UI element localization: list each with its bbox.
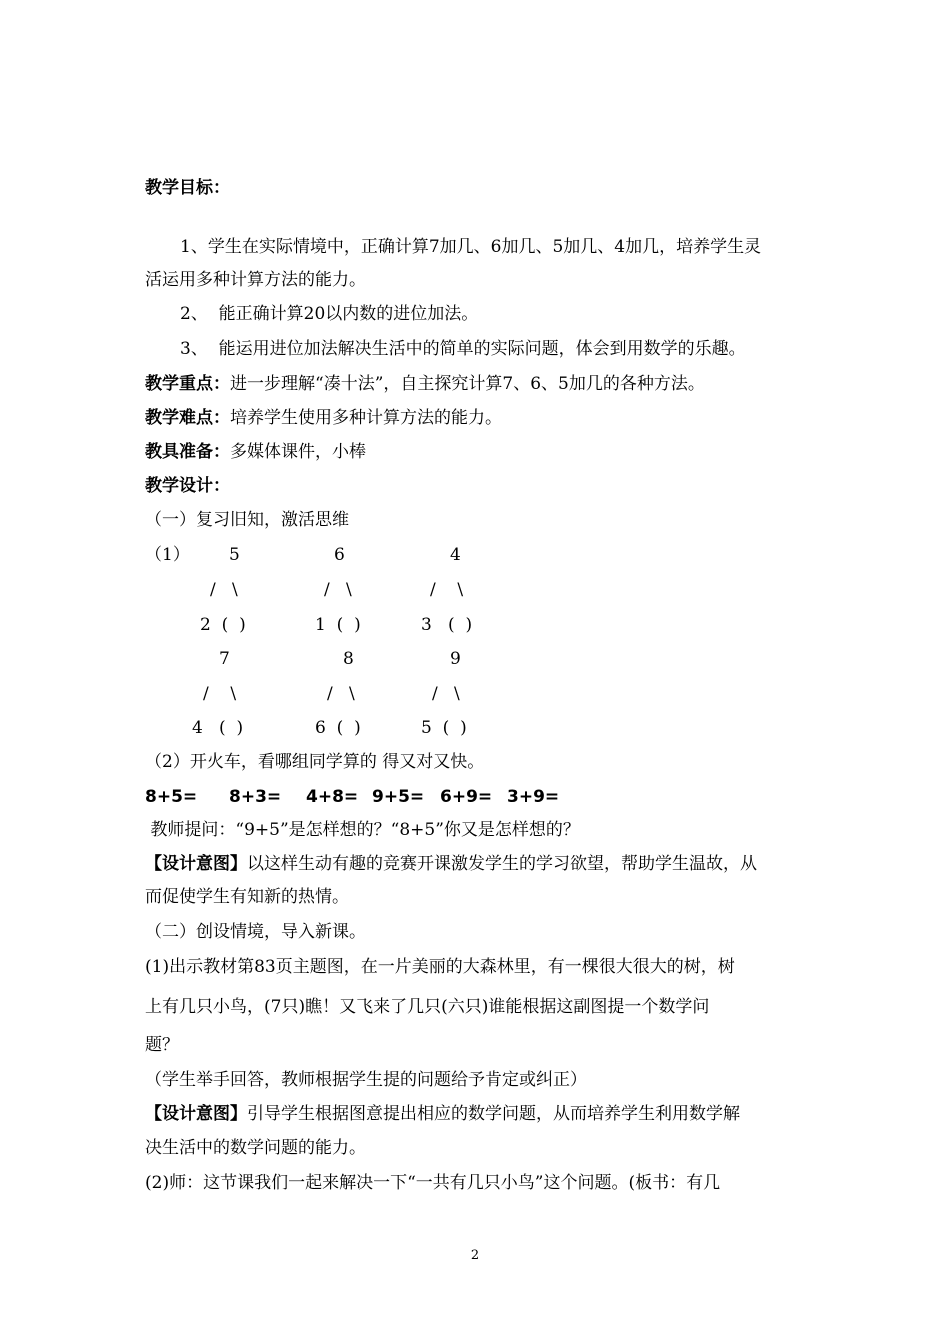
key-points-text: 进一步理解“凑十法”，自主探究计算7、6、5加几的各种方法。 [230, 374, 705, 394]
tree-top-number: 6 [334, 545, 345, 565]
tree-bottom: 4 ( ) [192, 718, 244, 738]
design-heading: 教学设计： [145, 476, 230, 496]
section-2-paragraph-2: (2)师：这节课我们一起来解决一下“一共有几只小鸟”这个问题。(板书：有几 [145, 1173, 721, 1193]
tree-top-number: 4 [450, 545, 461, 565]
design-intent-2-line-1 [145, 1102, 740, 1126]
tree-branches: / \ [327, 684, 355, 704]
goal-1-line-1: 1、学生在实际情境中，正确计算7加几、6加几、5加几、4加几，培养学生灵 [180, 237, 762, 257]
design-intent-2-line-2: 决生活中的数学问题的能力。 [145, 1138, 366, 1158]
equation: 8+3= [229, 787, 282, 807]
equation: 8+5= [145, 787, 198, 807]
equation: 6+9= [440, 787, 493, 807]
goal-2: 2、 能正确计算20以内数的进位加法。 [180, 304, 479, 324]
page-number: 2 [470, 1248, 480, 1263]
tree-bottom: 1 ( ) [315, 615, 361, 635]
equation: 4+8= [306, 787, 359, 807]
tree-bottom: 6 ( ) [315, 718, 361, 738]
materials-text: 多媒体课件，小棒 [230, 442, 366, 462]
section-1-title: （一）复习旧知，激活思维 [145, 510, 349, 530]
tree-top-number: 7 [219, 649, 230, 669]
tree-top-number: 9 [450, 649, 461, 669]
equation: 9+5= [372, 787, 425, 807]
tree-top-number: 8 [343, 649, 354, 669]
section-2-paragraph-1-line-2: 上有几只小鸟，(7只)瞧！又飞来了几只(六只)谁能根据这副图提一个数学问 [145, 997, 710, 1017]
section-2-note: （学生举手回答，教师根据学生提的问题给予肯定或纠正） [145, 1070, 587, 1090]
teacher-question: 教师提问：“9+5”是怎样想的？“8+5”你又是怎样想的？ [145, 820, 580, 840]
tree-top-number: 5 [229, 545, 240, 565]
difficulty [145, 406, 502, 430]
tree-bottom: 2 ( ) [200, 615, 246, 635]
tree-branches: / \ [324, 580, 352, 600]
materials [145, 440, 366, 464]
design-intent-1-line-2: 而促使学生有知新的热情。 [145, 887, 349, 907]
design-intent-1-line-1 [145, 852, 757, 876]
goal-1-line-2: 活运用多种计算方法的能力。 [145, 270, 366, 290]
section-2-title: （二）创设情境，导入新课。 [145, 922, 366, 942]
section-2-paragraph-1-line-3: 题？ [145, 1035, 179, 1055]
key-points-label: 教学重点： [145, 374, 230, 394]
goal-3: 3、 能运用进位加法解决生活中的简单的实际问题，体会到用数学的乐趣。 [180, 339, 746, 359]
tree-bottom: 3 ( ) [421, 615, 473, 635]
materials-label: 教具准备： [145, 442, 230, 462]
question-2: （2）开火车，看哪组同学算的 得又对又快。 [145, 752, 485, 772]
design-intent-label: 【设计意图】 [145, 1104, 247, 1124]
difficulty-label: 教学难点： [145, 408, 230, 428]
design-intent-label: 【设计意图】 [145, 854, 247, 874]
tree-branches: / \ [203, 684, 237, 704]
tree-branches: / \ [430, 580, 464, 600]
key-points [145, 372, 705, 396]
section-2-paragraph-1-line-1: (1)出示教材第83页主题图，在一片美丽的大森林里，有一棵很大很大的树，树 [145, 957, 735, 977]
tree-branches: / \ [210, 580, 238, 600]
design-intent-text: 引导学生根据图意提出相应的数学问题，从而培养学生利用数学解 [247, 1104, 740, 1124]
question-1-label: （1） [145, 545, 190, 565]
equation: 3+9= [507, 787, 560, 807]
goals-heading: 教学目标： [145, 178, 230, 198]
tree-bottom: 5 ( ) [421, 718, 467, 738]
tree-branches: / \ [432, 684, 460, 704]
design-intent-text: 以这样生动有趣的竞赛开课激发学生的学习欲望，帮助学生温故，从 [247, 854, 757, 874]
difficulty-text: 培养学生使用多种计算方法的能力。 [230, 408, 502, 428]
